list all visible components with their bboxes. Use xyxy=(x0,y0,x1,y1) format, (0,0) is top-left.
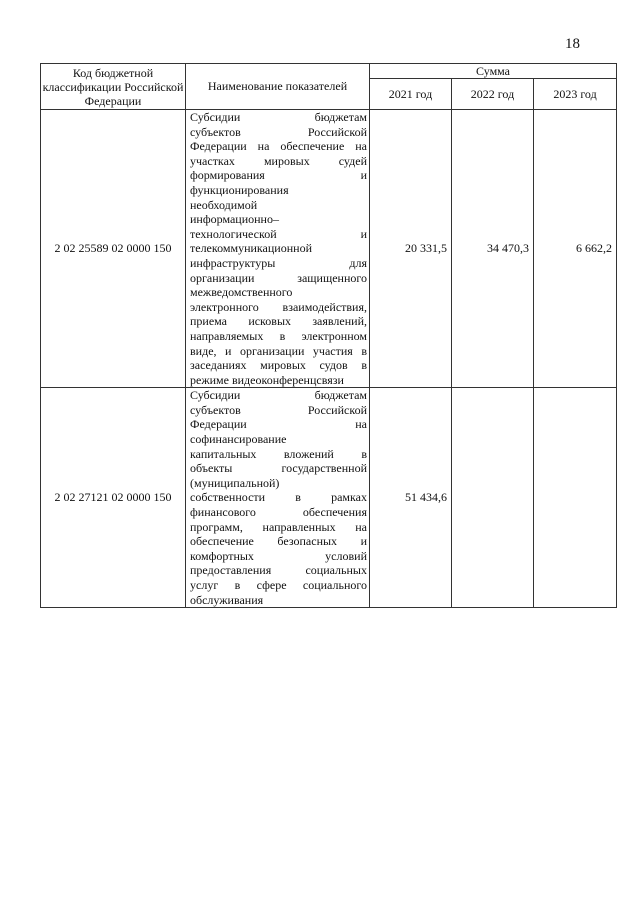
budget-code-cell: 2 02 25589 02 0000 150 xyxy=(41,110,186,388)
indicator-name-line: необходимой xyxy=(190,197,258,212)
value-2023-cell xyxy=(534,388,617,608)
indicator-name-line: телекоммуникационной xyxy=(190,241,312,256)
header-year-2021: 2021 год xyxy=(370,79,452,110)
value-2022-cell xyxy=(452,388,534,608)
indicator-name-line: объекты государственной xyxy=(190,461,367,476)
indicator-name-line: собственности в рамках xyxy=(190,490,367,505)
value-2023-cell: 6 662,2 xyxy=(534,110,617,388)
indicator-name-line: обеспечение безопасных и xyxy=(190,534,367,549)
indicator-name-line: предоставления социальных xyxy=(190,563,367,578)
value-2022-cell: 34 470,3 xyxy=(452,110,534,388)
indicator-name-line: софинансирование xyxy=(190,432,287,447)
indicator-name-line: Федерации на xyxy=(190,417,367,432)
indicator-name-line: программ, направленных на xyxy=(190,519,367,534)
indicator-name-line: организации защищенного xyxy=(190,270,367,285)
indicator-name-line: субъектов Российской xyxy=(190,402,367,417)
value-2021-cell: 51 434,6 xyxy=(370,388,452,608)
indicator-name-line: инфраструктуры для xyxy=(190,255,367,270)
header-name-column: Наименование показателей xyxy=(186,64,370,110)
indicator-name-line: Субсидии бюджетам xyxy=(190,388,367,403)
indicator-name-line: заседаниях мировых судов в xyxy=(190,358,367,373)
indicator-name-line: участках мировых судей xyxy=(190,153,367,168)
indicator-name-line: режиме видеоконференцсвязи xyxy=(190,372,344,387)
indicator-name-line: приема исковых заявлений, xyxy=(190,314,367,329)
header-code-column: Код бюджетной классификации Российской Федерации xyxy=(41,64,186,110)
indicator-name-line: субъектов Российской xyxy=(190,124,367,139)
indicator-name-line: функционирования xyxy=(190,182,289,197)
header-sum-column: Сумма xyxy=(370,64,617,79)
indicator-name-line: формирования и xyxy=(190,168,367,183)
indicator-name-line: (муниципальной) xyxy=(190,475,280,490)
value-2021-cell: 20 331,5 xyxy=(370,110,452,388)
indicator-name-line: Субсидии бюджетам xyxy=(190,110,367,124)
indicator-name-line: капитальных вложений в xyxy=(190,446,367,461)
page-number: 18 xyxy=(565,36,580,52)
indicator-name-cell xyxy=(186,388,370,608)
budget-table xyxy=(40,63,617,608)
indicator-name-cell xyxy=(186,110,370,388)
header-year-2023: 2023 год xyxy=(534,79,617,110)
indicator-name-line: межведомственного xyxy=(190,285,293,300)
indicator-name-line: услуг в сфере социального xyxy=(190,578,367,592)
indicator-name-line: информационно– xyxy=(190,212,279,227)
table-row xyxy=(41,110,617,388)
indicator-name-line: виде, и организации участия в xyxy=(190,343,367,358)
budget-code-cell: 2 02 27121 02 0000 150 xyxy=(41,388,186,608)
indicator-name-line: финансового обеспечения xyxy=(190,505,367,520)
indicator-name-line: технологической и xyxy=(190,226,367,241)
indicator-name-line: комфортных условий xyxy=(190,548,367,563)
indicator-name-line: электронного взаимодействия, xyxy=(190,299,367,314)
indicator-name-line: направляемых в электронном xyxy=(190,328,367,343)
header-year-2022: 2022 год xyxy=(452,79,534,110)
table-header-row xyxy=(41,64,617,79)
indicator-name-line: обслуживания xyxy=(190,592,264,607)
table-row xyxy=(41,388,617,608)
indicator-name-line: Федерации на обеспечение на xyxy=(190,139,367,154)
